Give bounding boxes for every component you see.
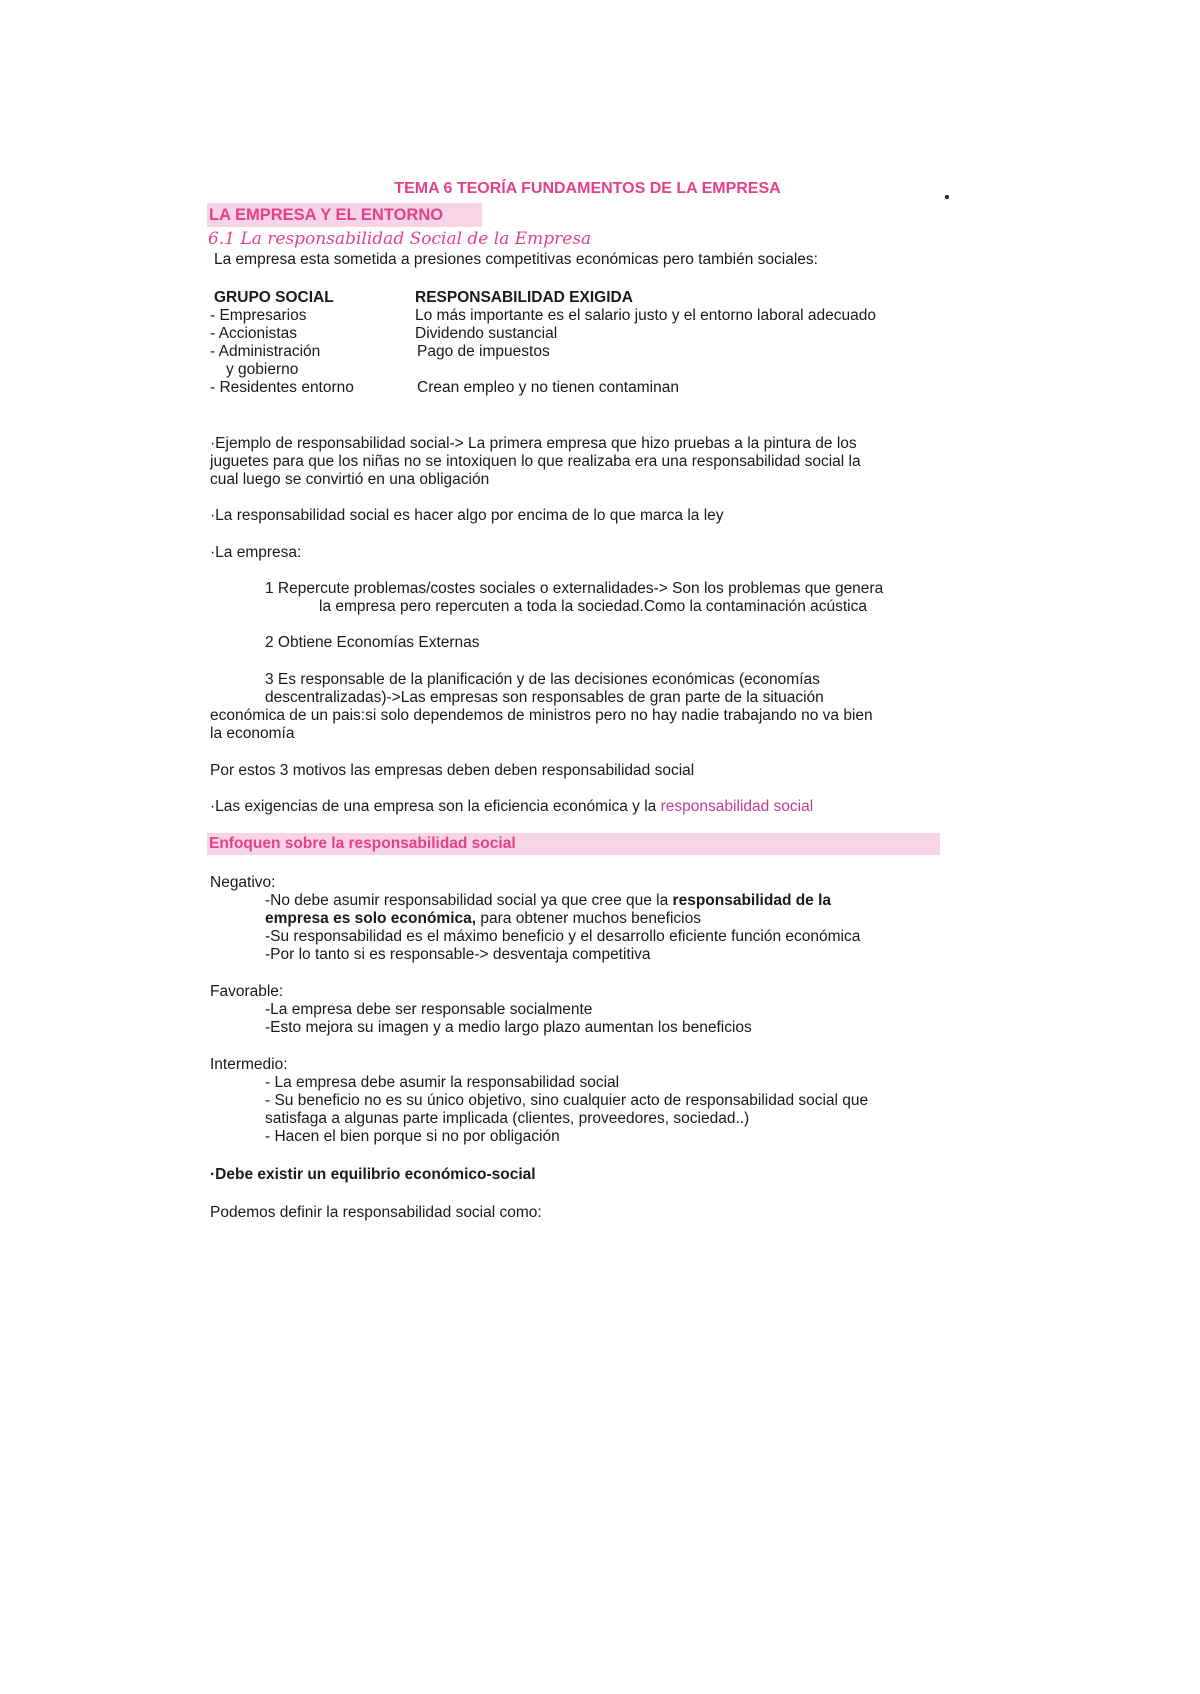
table-row-group: - Administración: [210, 343, 321, 360]
subsection-title: 6.1 La responsabilidad Social de la Empresa: [208, 229, 592, 249]
negativo-item-1-bold: responsabilidad de la: [672, 892, 832, 909]
table-row-group: - Residentes entorno: [210, 379, 354, 396]
definition-line: ·La responsabilidad social es hacer algo por encima de lo que marca la ley: [210, 507, 724, 524]
item-3-line-4: la economía: [210, 725, 295, 742]
negativo-item-1-text: -No debe asumir responsabilidad social ya que cree que la: [265, 892, 673, 909]
intermedio-label: Intermedio:: [210, 1056, 288, 1073]
negativo-item-1: [265, 892, 831, 910]
table-row-responsibility: Dividendo sustancial: [415, 325, 558, 342]
item-1-line-2: la empresa pero repercuten a toda la sociedad.Como la contaminación acústica: [319, 598, 867, 615]
exigencias-highlight: responsabilidad social: [660, 798, 814, 815]
example-line-3: cual luego se convirtió en una obligación: [210, 471, 490, 488]
intermedio-item-2-line-2: satisfaga a algunas parte implicada (clientes, proveedores, sociedad..): [265, 1110, 750, 1127]
equilibrio-line: ·Debe existir un equilibrio económico-social: [210, 1166, 536, 1183]
item-3-line-2: descentralizadas)->Las empresas son responsables de gran parte de la situación: [265, 689, 824, 706]
example-line-2: juguetes para que los niñas no se intoxiquen lo que realizaba era una responsabilidad social la: [210, 453, 861, 470]
negativo-item-2: -Su responsabilidad es el máximo beneficio y el desarrollo eficiente función económica: [265, 928, 861, 945]
table-row-responsibility: Pago de impuestos: [417, 343, 550, 360]
item-3-line-3: económica de un pais:si solo dependemos de ministros pero no hay nadie trabajando no va bien: [210, 707, 873, 724]
exigencias-line: [210, 798, 813, 816]
table-header-group: GRUPO SOCIAL: [214, 289, 334, 306]
la-empresa-label: ·La empresa:: [210, 544, 302, 561]
definir-line: Podemos definir la responsabilidad social como:: [210, 1204, 542, 1221]
item-2: 2 Obtiene Economías Externas: [265, 634, 480, 651]
section-title: LA EMPRESA Y EL ENTORNO: [207, 203, 482, 227]
table-row-group: - Accionistas: [210, 325, 298, 342]
table-row-group: - Empresarios: [210, 307, 307, 324]
intermedio-item-3: - Hacen el bien porque si no por obligación: [265, 1128, 560, 1145]
favorable-item-1: -La empresa debe ser responsable socialmente: [265, 1001, 593, 1018]
favorable-item-2: -Esto mejora su imagen y a medio largo plazo aumentan los beneficios: [265, 1019, 752, 1036]
favorable-label: Favorable:: [210, 983, 284, 1000]
table-header-responsibility: RESPONSABILIDAD EXIGIDA: [415, 289, 633, 306]
table-row-responsibility: Lo más importante es el salario justo y el entorno laboral adecuado: [415, 307, 876, 324]
motives-line: Por estos 3 motivos las empresas deben deben responsabilidad social: [210, 762, 695, 779]
intermedio-item-1: - La empresa debe asumir la responsabilidad social: [265, 1074, 620, 1091]
negativo-item-1-cont: [265, 910, 701, 928]
item-1-line-1: 1 Repercute problemas/costes sociales o externalidades-> Son los problemas que genera: [265, 580, 884, 597]
intermedio-item-2-line-1: - Su beneficio no es su único objetivo, sino cualquier acto de responsabilidad social que: [265, 1092, 869, 1109]
table-row-responsibility: Crean empleo y no tienen contaminan: [417, 379, 679, 396]
negativo-item-1-cont-text: para obtener muchos beneficios: [476, 910, 701, 927]
negativo-item-1-cont-bold: empresa es solo económica,: [265, 910, 477, 927]
stray-dot: [945, 195, 949, 199]
item-3-line-1: 3 Es responsable de la planificación y de las decisiones económicas (economías: [265, 671, 820, 688]
intro-text: La empresa esta sometida a presiones competitivas económicas pero también sociales:: [214, 251, 818, 268]
negativo-label: Negativo:: [210, 874, 276, 891]
document-title: TEMA 6 TEORÍA FUNDAMENTOS DE LA EMPRESA: [394, 180, 781, 197]
table-row-group-continued: y gobierno: [226, 361, 299, 378]
exigencias-text: ·Las exigencias de una empresa son la eficiencia económica y la: [210, 798, 661, 815]
example-line-1: ·Ejemplo de responsabilidad social-> La primera empresa que hizo pruebas a la pintura de los: [210, 435, 857, 452]
approaches-heading: Enfoquen sobre la responsabilidad social: [207, 833, 940, 855]
negativo-item-3: -Por lo tanto si es responsable-> desventaja competitiva: [265, 946, 651, 963]
